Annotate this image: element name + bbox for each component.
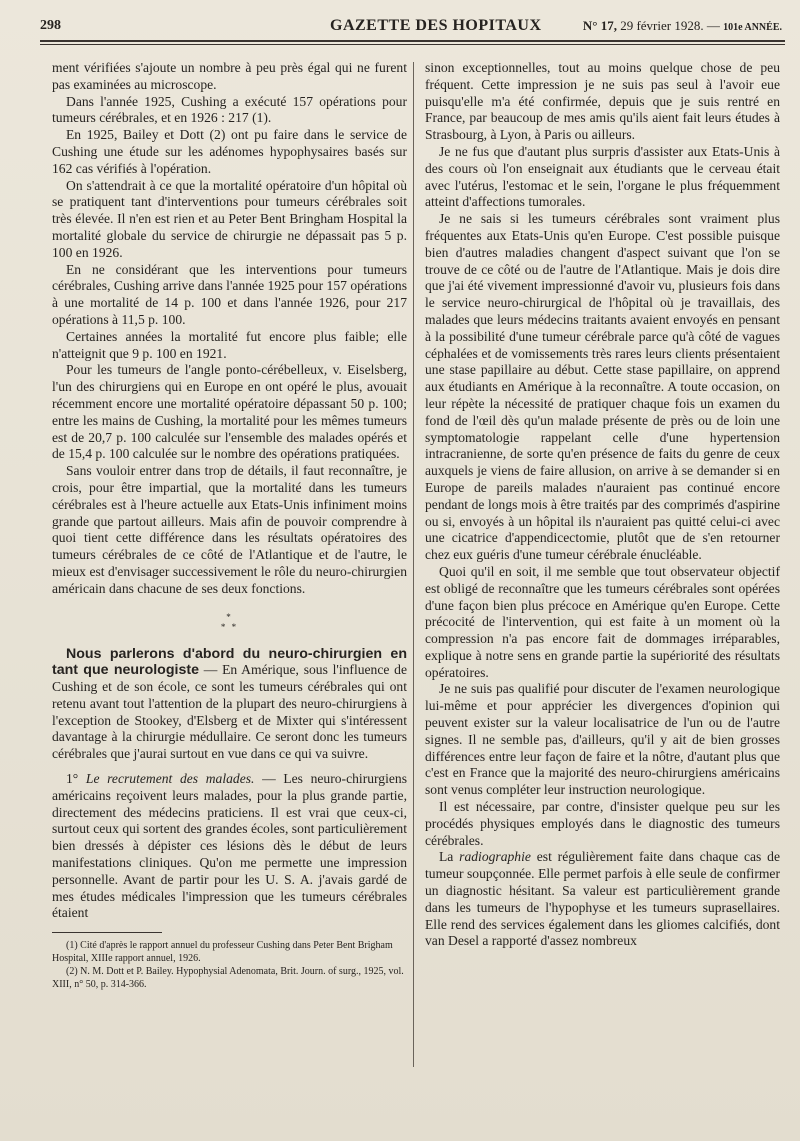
paragraph: Je ne sais si les tumeurs cérébrales sont vraiment plus fréquentes aux Etats-Unis qu'en Europe. C'est possible puisque bien d'autres maladies changent d'aspect suivant que l'on se trouve de ce côté ou de l'autre de l'Atlantique. Mais je dois dire que j'ai été vivement impressionné d'avoir vu, plusieurs fois dans le service neuro-chirurgical de l'hôpital où je travaillais, des malades que leurs médecins traitants avaient envoyés en pensant à la possibilité d'une tumeur cérébrale parce qu'à côté de vagues céphalées et de vomissements très rares leurs clients présentaient une stase papillaire au début. Cette stase papillaire, on apprend aux étudiants en Amérique à la reconnaître. A toute occasion, on leur répète la nécessité de pratiquer chaque fois un examen du fond de l'œil dès qu'un malade présente de près ou de loin une symptomatologie rappelant celle d'une hypertension intracranienne, de sorte qu'en présence de faits du genre de ceux auxquels je viens de faire allusion, on arrive à se demander si en Europe de pareils malades n'auraient pas continué encore pendant de longs mois à être traités par des comprimés d'aspirine ou si, envoyés à un hôpital ils n'auraient pas quitté celui-ci avec une cicatrice d'appendicectomie, plutôt que de s'en retourner chez eux guéris d'une tumeur cérébrale énucléable. xyxy=(425,211,780,563)
right-column xyxy=(425,60,780,950)
journal-title: GAZETTE DES HOPITAUX xyxy=(330,17,542,34)
paragraph: En ne considérant que les interventions pour tumeurs cérébrales, Cushing arrive dans l'année 1925 pour 157 opérations à une mortalité de 14 p. 100 et dans l'année 1926, pour 217 opérations à 11,5 p. 100. xyxy=(52,261,407,327)
year-label: 101e ANNÉE. xyxy=(723,22,782,33)
page-number: 298 xyxy=(40,18,61,33)
footnote: (1) Cité d'après le rapport annuel du professeur Cushing dans Peter Bent Brigham Hospital, XIIIe rapport annuel, 1926. xyxy=(52,940,393,965)
paragraph: ment vérifiées s'ajoute un nombre à peu près égal qui ne furent pas examinées au microscope. xyxy=(52,60,407,92)
column-divider xyxy=(413,62,414,1067)
paragraph: Quoi qu'il en soit, il me semble que tout observateur objectif est obligé de reconnaître que les tumeurs cérébrales sont opérées d'une façon bien plus précoce en Amérique qu'en Europe. Cette précocité de l'intervention, qui est faite à un moment où la compression n'a pas encore fait de dommages irréparables, explique à notre sens en grande partie la supériorité des résultats opératoires. xyxy=(425,563,780,680)
left-column xyxy=(52,60,407,991)
footnote: (2) N. M. Dott et P. Bailey. Hypophysial Adenomata, Brit. Journ. of surg., 1925, vol. XIII, n° 50, p. 314-366. xyxy=(52,966,404,991)
section-paragraph xyxy=(52,646,407,764)
paragraph xyxy=(425,849,780,950)
paragraph: Sans vouloir entrer dans trop de détails, il faut reconnaître, je crois, pour être impartial, que la mortalité dans les tumeurs cérébrales est à l'heure actuelle aux Etats-Unis infiniment moins grande que partout ailleurs. Mais afin de pouvoir comprendre à quoi tient cette différence dans les résultats opératoires des tumeurs cérébrales de ce côté de l'Atlantique et de l'autre, le mieux est d'envisager successivement le rôle du neuro-chirurgien américain dans chacune de ses deux fonctions. xyxy=(52,463,407,596)
section-heading: Nous parlerons d'abord du neuro-chirurgien en tant que neurologiste xyxy=(52,645,407,679)
item-title: Le recrutement des malades. xyxy=(85,771,255,787)
term-radiographie: radiographie xyxy=(459,849,531,865)
paragraph: Il est nécessaire, par contre, d'insister quelque peu sur les procédés physiques employés dans le diagnostic des tumeurs cérébrales. xyxy=(425,799,780,848)
item-paragraph xyxy=(52,771,407,922)
issue-info xyxy=(583,18,782,34)
asterism-divider: * * * xyxy=(220,611,239,632)
header-rule-thin xyxy=(40,44,785,45)
paragraph: En 1925, Bailey et Dott (2) ont pu faire dans le service de Cushing une étude sur les adénomes hypophysaires basés sur 162 cas vérifiés à l'opération. xyxy=(52,127,407,176)
paragraph: Pour les tumeurs de l'angle ponto-cérébelleux, v. Eiselsberg, l'un des chirurgiens qui en Europe en ont opéré le plus, avouait récemment encore une mortalité opératoire dépassant 50 p. 100; entre les mains de Cushing, la mortalité pour les mêmes tumeurs est de 20,7 p. 100 calculée sur l'ensemble des malades opérés et de 15,4 p. 100 calculée sur le nombre des opérations pratiquées. xyxy=(52,362,407,462)
item-number: 1° xyxy=(66,771,79,787)
header-rule xyxy=(40,40,785,42)
page-header xyxy=(40,14,788,40)
paragraph-text: est régulièrement faite dans chaque cas de tumeur soupçonnée. Elle permet parfois à elle seule de confirmer un diagnostic hésitant. Sa valeur est particulièrement grande dans les tumeurs de l'hypophyse et les tumeurs suprasellaires. Elle rend des services également dans les gliomes calcifiés, dont van Desel a rapporté d'assez nombreux xyxy=(425,849,780,949)
paragraph: Dans l'année 1925, Cushing a exécuté 157 opérations pour tumeurs cérébrales, et en 1926 : 217 (1). xyxy=(52,93,407,126)
paragraph: Certaines années la mortalité fut encore plus faible; elle n'atteignit que 9 p. 100 en 1921. xyxy=(52,328,407,361)
paragraph: sinon exceptionnelles, tout au moins quelque chose de peu fréquent. Cette impression je ne suis pas seul à l'avoir eue puisqu'elle m'a été confirmée, depuis que je suis rentré en France, par beaucoup de mes amis qu'ils aient fait leurs études à Strasbourg, à Lyon, à Paris ou ailleurs. xyxy=(425,60,780,143)
paragraph: On s'attendrait à ce que la mortalité opératoire d'un hôpital où se pratiquent tant d'interventions pour tumeurs cérébrales soit très élevée. Il n'en est rien et au Peter Bent Bringham Hospital la mortalité globale du service de chirurgie ne dépassait pas 5 p. 100 en 1926. xyxy=(52,177,407,260)
footnote-rule xyxy=(52,932,162,933)
item-text: — Les neuro-chirurgiens américains reçoivent leurs malades, pour la plus grande partie, directement des médecins praticiens. Il est vrai que ceux-ci, surtout ceux qui sortent des grandes écoles, sont particulièrement bien dressés à dépister ces lésions dès le début de leurs manifestations cliniques. Qu'on me permette une impression personnelle. Avant de partir pour les U. S. A. j'avais gardé de mes études médicales l'impression que les tumeurs cérébrales étaient xyxy=(52,771,407,921)
paragraph: Je ne suis pas qualifié pour discuter de l'examen neurologique lui-même et pour apprécier les divergences d'opinion qui peuvent exister sur la valeur localisatrice de l'un ou de l'autre signes. Il ne semble pas, d'ailleurs, qu'il y ait de bien grosses différences entre leur façon de faire et la nôtre, d'autant plus que c'est en France que la majorité des neuro-chirurgiens américains sont venus compléter leur instruction neurologique. xyxy=(425,681,780,798)
issue-number: N° 17, xyxy=(582,18,617,33)
paragraph: Je ne fus que d'autant plus surpris d'assister aux Etats-Unis à des cours où l'on enseignait aux étudiants que le cerveau était avec l'utérus, l'estomac et le sein, l'organe le plus fréquemment atteint d'affections tumorales. xyxy=(425,143,780,210)
issue-date: 29 février 1928. — xyxy=(620,18,720,33)
section-text: — En Amérique, sous l'influence de Cushing et de son école, ce sont les tumeurs cérébrales qui ont retenu avant tout l'attention de la plupart des neuro-chirurgiens à l'exception de Stookey, d'Elsberg et de Mixter qui s'intéressent davantage à la chirurgie médullaire. Ce seront donc les tumeurs cérébrales que j'aurai surtout en vue dans ce qui va suivre. xyxy=(52,662,408,762)
paragraph-lead: La xyxy=(439,849,460,865)
